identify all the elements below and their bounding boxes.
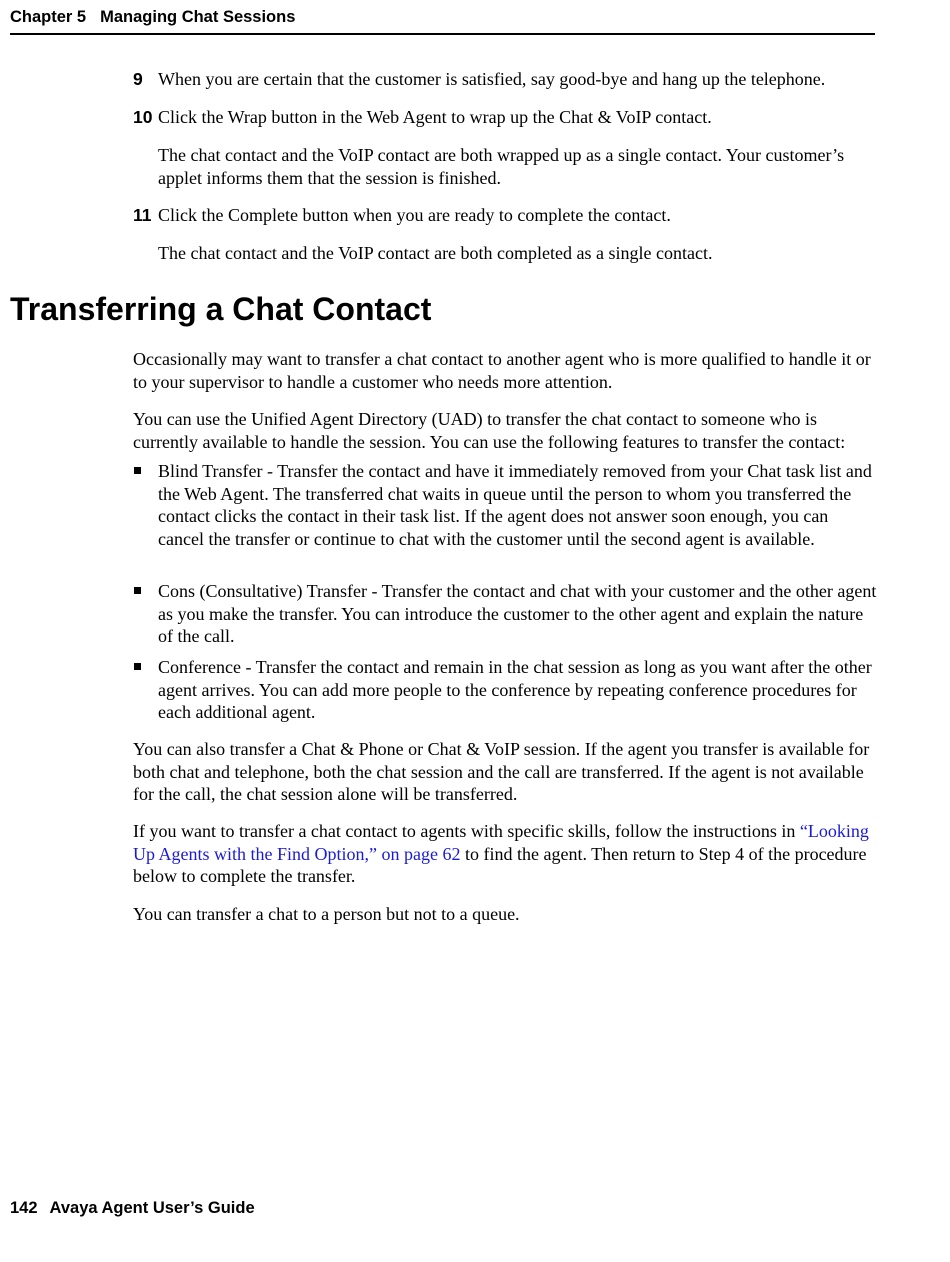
- step-9: [133, 68, 878, 91]
- intro-paragraph-2: You can use the Unified Agent Directory (UAD) to transfer the chat contact to someone who is currently available to handle the session. You can use the following features to transfer the contact:: [133, 409, 846, 452]
- page-footer: [10, 1197, 255, 1219]
- paragraph-queue: You can transfer a chat to a person but not to a queue.: [133, 904, 520, 924]
- paragraph-skills-before: If you want to transfer a chat contact to agents with specific skills, follow the instructions in: [133, 821, 800, 841]
- bullet-text: Blind Transfer - Transfer the contact and have it immediately removed from your Chat task list and the Web Agent. The transferred chat waits in queue until the person to whom you transferred the contact clicks the contact in their task list. If the agent does not answer soon enough, you can cancel the transfer or continue to chat with the customer until the second agent is available.: [158, 461, 872, 549]
- bullet-square-icon: [134, 467, 141, 474]
- find-option-link[interactable]: “Looking Up Agents with the Find Option,” on page 62: [133, 821, 869, 864]
- chapter-number: Chapter 5: [10, 8, 87, 26]
- step-number: 10: [133, 107, 153, 127]
- step-number: 9: [133, 69, 143, 89]
- bullet-text: Conference - Transfer the contact and remain in the chat session as long as you want after the other agent arrives. You can add more people to the conference by repeating conference procedures for each additional agent.: [158, 657, 872, 722]
- bullet-consultative-transfer: [133, 580, 878, 648]
- step-text: When you are certain that the customer is satisfied, say good-bye and hang up the telephone.: [158, 69, 826, 89]
- book-title: Avaya Agent User’s Guide: [49, 1199, 255, 1217]
- step-text: Click the Complete button when you are ready to complete the contact.: [158, 205, 671, 225]
- step-11: [133, 204, 878, 227]
- section-title: Transferring a Chat Contact: [10, 291, 432, 327]
- bullet-conference: [133, 656, 878, 724]
- paragraph-skills-after: to find the agent. Then return to Step 4 of the procedure below to complete the transfer.: [133, 843, 867, 886]
- paragraph-also-transfer: You can also transfer a Chat & Phone or Chat & VoIP session. If the agent you transfer is available for both chat and telephone, both the chat session and the call are transferred. If the agent is not available for the call, the chat session alone will be transferred.: [133, 739, 870, 804]
- step-10-note: The chat contact and the VoIP contact are both wrapped up as a single contact. Your customer’s applet informs them that the session is finished.: [158, 145, 845, 188]
- step-10: [133, 106, 878, 129]
- page-number: 142: [10, 1199, 38, 1217]
- chapter-title: Managing Chat Sessions: [100, 8, 296, 26]
- step-text: Click the Wrap button in the Web Agent to wrap up the Chat & VoIP contact.: [158, 107, 712, 127]
- bullet-text: Cons (Consultative) Transfer - Transfer the contact and chat with your customer and the other agent as you make the transfer. You can introduce the customer to the other agent and explain the nature of the call.: [158, 581, 877, 646]
- bullet-square-icon: [134, 587, 141, 594]
- paragraph-skills: [133, 820, 878, 888]
- intro-paragraph-1: Occasionally may want to transfer a chat contact to another agent who is more qualified to handle it or to your supervisor to handle a customer who needs more attention.: [133, 349, 871, 392]
- bullet-blind-transfer: [133, 460, 878, 550]
- page-header: [10, 5, 875, 35]
- step-11-note: The chat contact and the VoIP contact are both completed as a single contact.: [158, 243, 713, 263]
- step-number: 11: [133, 205, 152, 225]
- bullet-square-icon: [134, 663, 141, 670]
